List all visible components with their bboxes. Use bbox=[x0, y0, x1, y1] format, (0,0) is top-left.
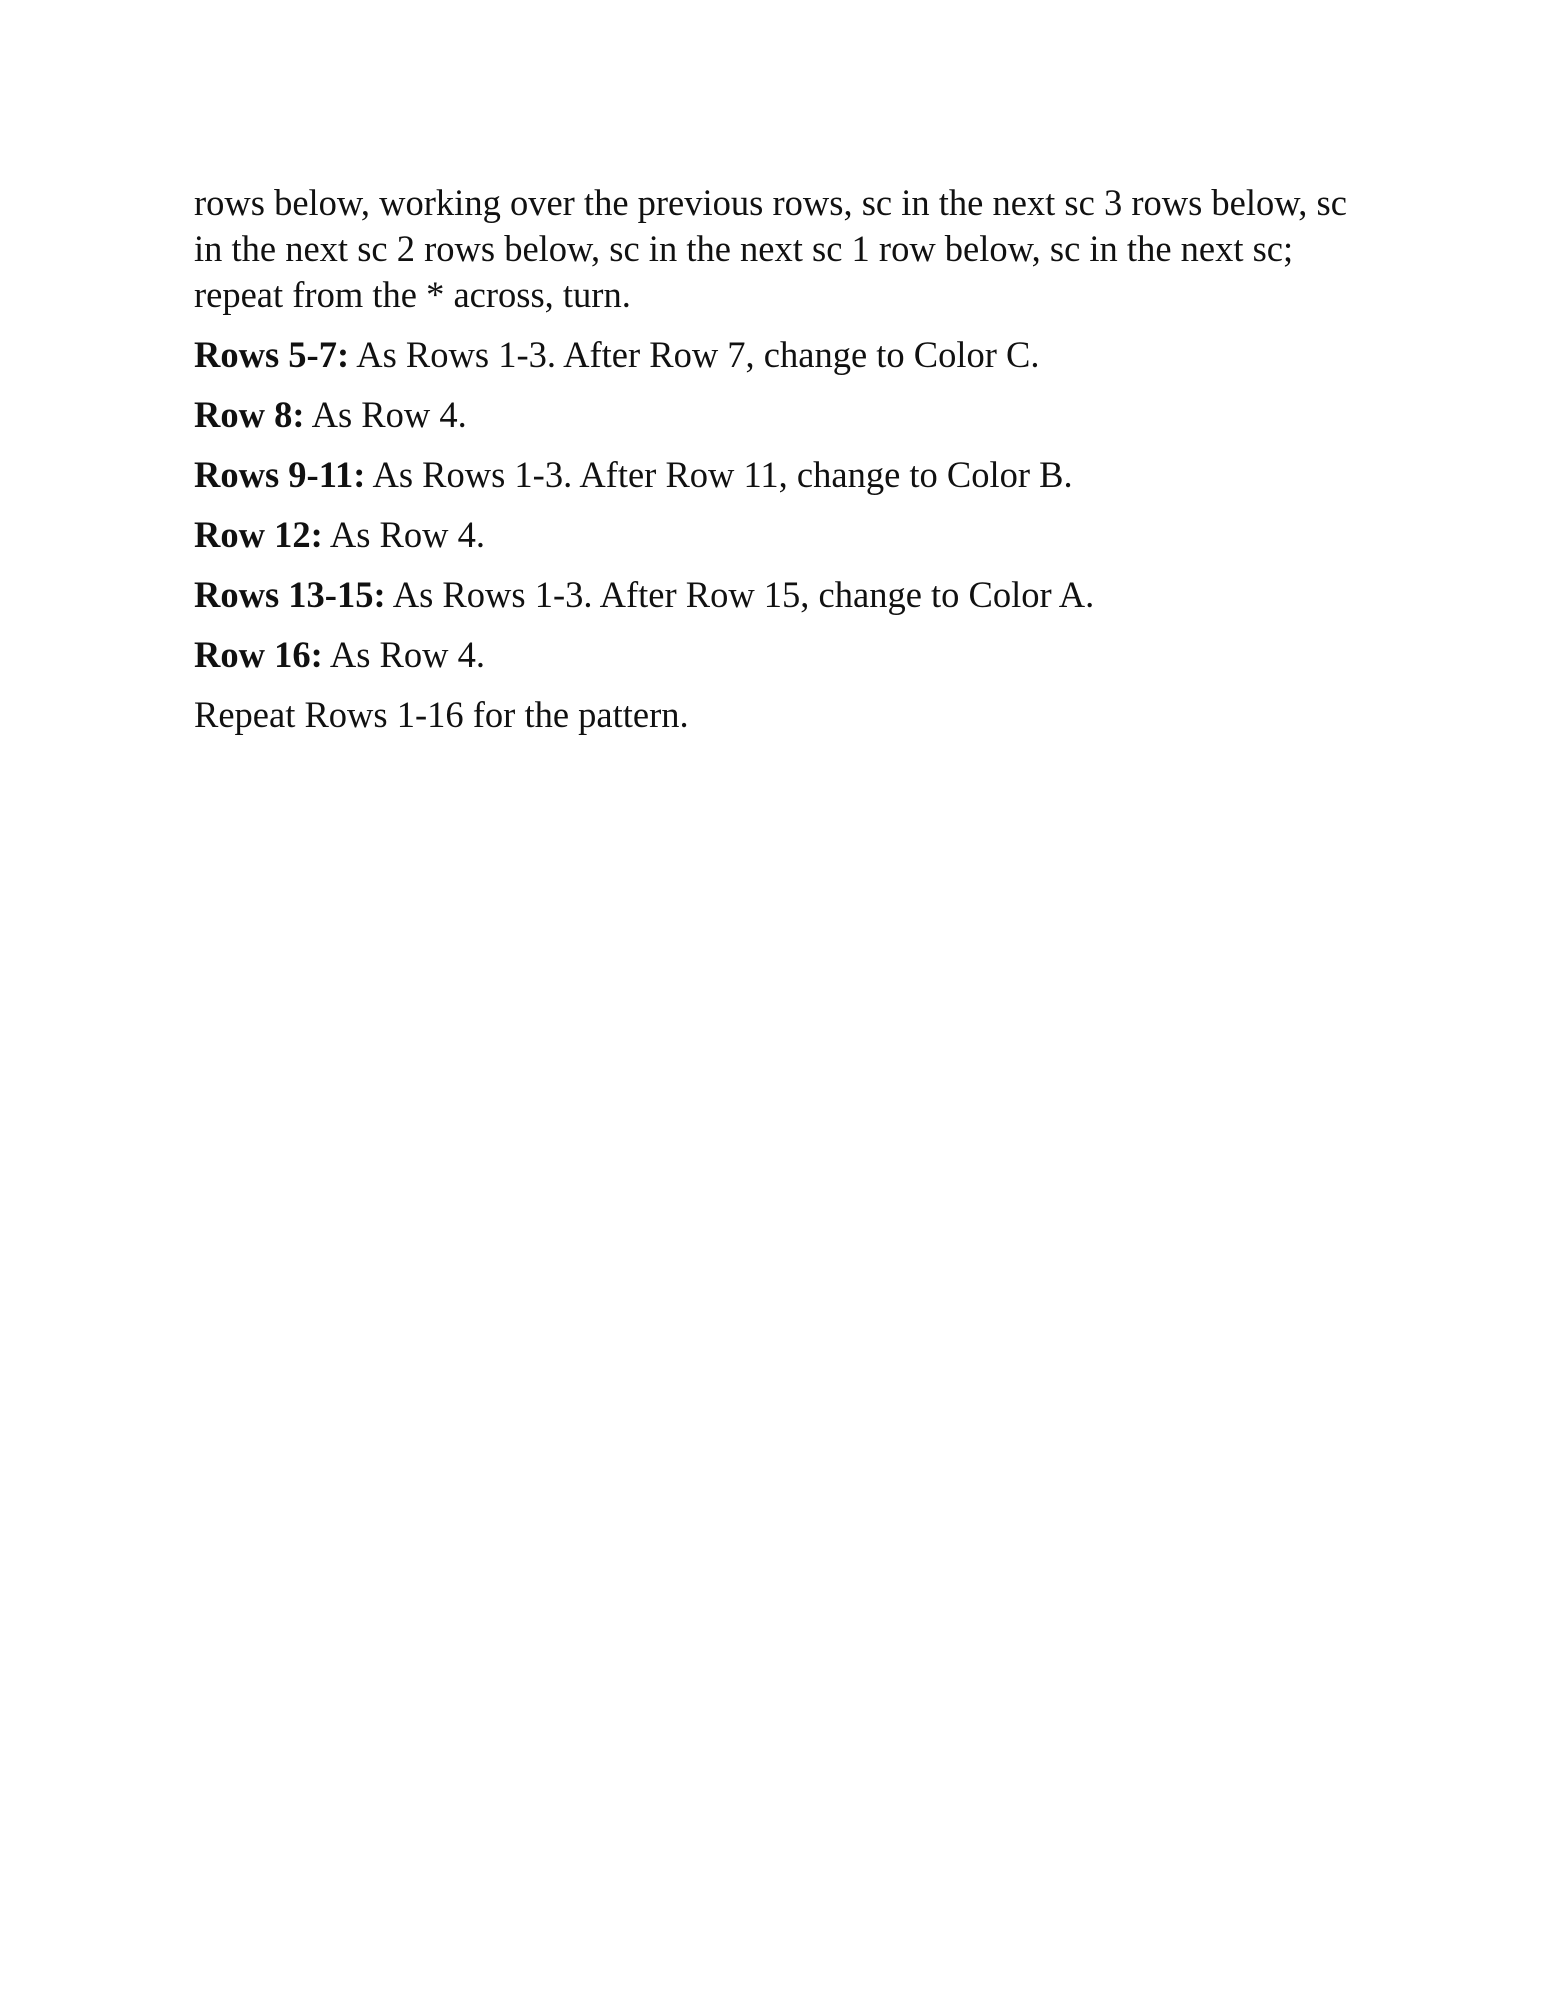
row-instruction-5-7 bbox=[194, 332, 1374, 378]
row-text: As Rows 1-3. After Row 15, change to Color A. bbox=[385, 574, 1095, 615]
row-label: Row 16: bbox=[194, 634, 323, 675]
row-instruction-16 bbox=[194, 632, 1374, 678]
closing-text: Repeat Rows 1-16 for the pattern. bbox=[194, 694, 689, 735]
row-text: As Row 4. bbox=[322, 634, 486, 675]
row-text: As Rows 1-3. After Row 11, change to Color B. bbox=[365, 454, 1073, 495]
row-label: Rows 5-7: bbox=[194, 334, 350, 375]
row-instruction-13-15 bbox=[194, 572, 1374, 618]
closing-instruction bbox=[194, 692, 1374, 738]
row-text: As Row 4. bbox=[322, 514, 486, 555]
row-text: As Rows 1-3. After Row 7, change to Color C. bbox=[349, 334, 1040, 375]
row-text: As Row 4. bbox=[304, 394, 467, 435]
row-label: Rows 13-15: bbox=[194, 574, 386, 615]
row-instruction-9-11 bbox=[194, 452, 1374, 498]
row-label: Row 12: bbox=[194, 514, 323, 555]
row-instruction-12 bbox=[194, 512, 1374, 558]
row-instruction-8 bbox=[194, 392, 1374, 438]
pattern-text bbox=[194, 180, 1374, 752]
row-label: Rows 9-11: bbox=[194, 454, 366, 495]
continuation-paragraph bbox=[194, 180, 1374, 318]
row-label: Row 8: bbox=[194, 394, 305, 435]
continuation-text: rows below, working over the previous rows, sc in the next sc 3 rows below, sc in the next sc 2 rows below, sc in the next sc 1 row below, sc in the next sc; repeat from the * across, turn. bbox=[194, 182, 1347, 315]
